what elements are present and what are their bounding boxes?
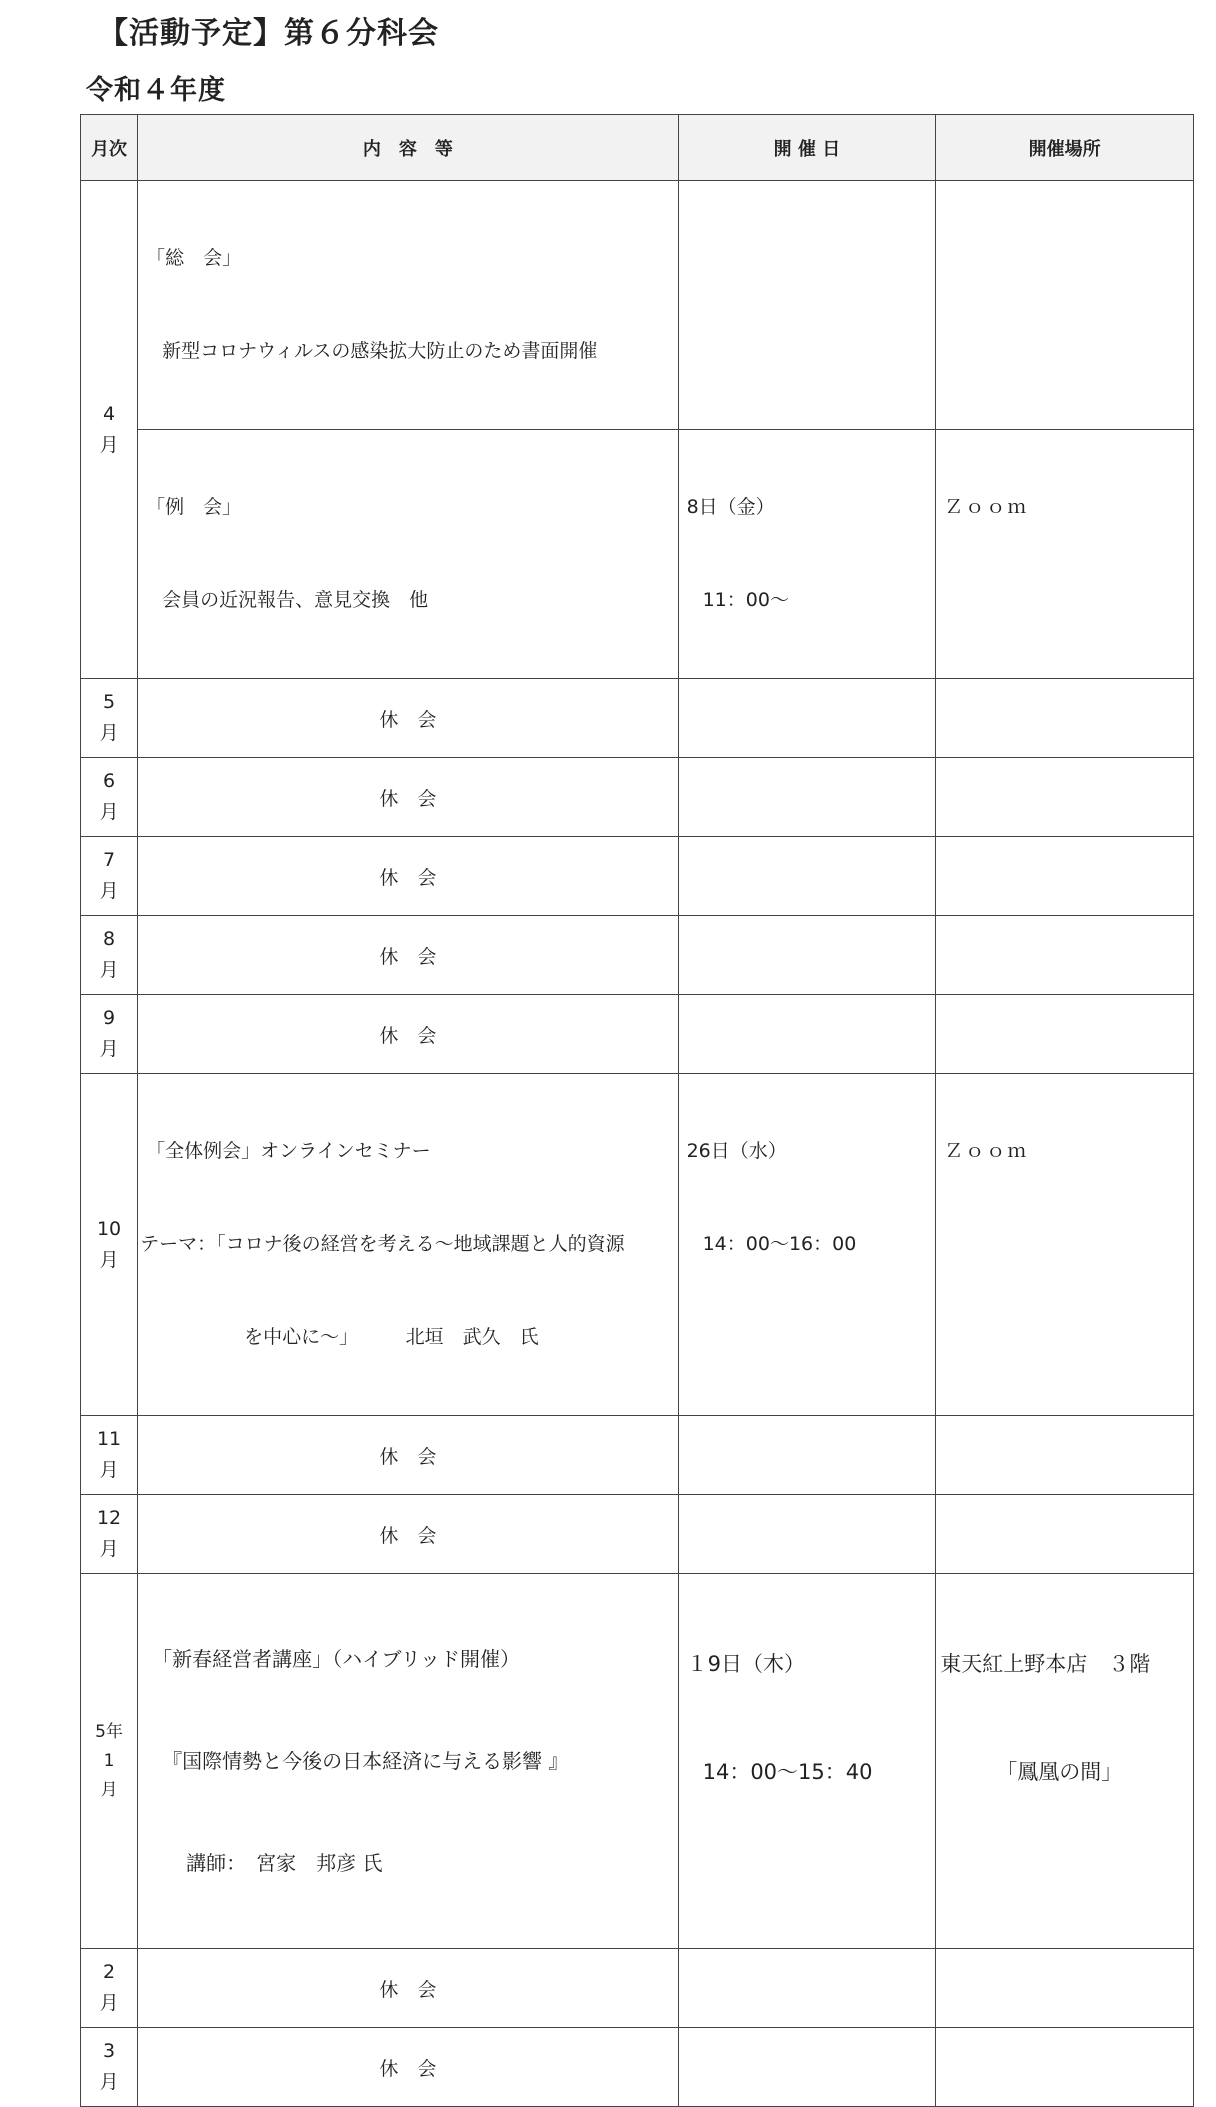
date-cell	[678, 1949, 936, 2028]
event-theme-cont: を中心に～」 北垣 武久 氏	[244, 1326, 539, 1348]
place-cell	[936, 1495, 1194, 1574]
month-unit: 月	[99, 1538, 119, 1560]
header-place: 開催場所	[936, 115, 1194, 181]
table-row-april-general	[81, 181, 1194, 430]
schedule-table	[80, 114, 1194, 2107]
month-cell-march	[81, 2028, 138, 2107]
event-theme: テーマ：「コロナ後の経営を考える～地域課題と人的資源	[140, 1233, 625, 1255]
header-date: 開 催 日	[678, 115, 936, 181]
time-text: 11：00～	[702, 589, 789, 611]
month-unit: 月	[99, 880, 119, 902]
month-cell-november	[81, 1416, 138, 1495]
month-number: 4	[103, 402, 116, 425]
date-cell	[678, 1574, 936, 1949]
month-unit: 月	[99, 1459, 119, 1481]
month-unit: 月	[99, 1038, 119, 1060]
date-text: １9日（木）	[686, 1652, 805, 1676]
table-row-october	[81, 1074, 1194, 1416]
rest-label: 休 会	[379, 1978, 437, 2001]
rest-label: 休 会	[379, 1445, 437, 1468]
meeting-title: 「例 会」	[146, 496, 242, 518]
content-cell	[138, 1495, 678, 1574]
month-cell-july	[81, 837, 138, 916]
fiscal-year: 令和４年度	[86, 75, 226, 106]
month-unit: 月	[100, 1779, 118, 1800]
table-row-june	[81, 758, 1194, 837]
month-cell-october	[81, 1074, 138, 1416]
content-cell	[138, 181, 678, 430]
month-number: 1	[103, 1750, 115, 1771]
content-cell	[138, 1574, 678, 1949]
month-number: 10	[96, 1217, 122, 1240]
date-cell	[678, 2028, 936, 2107]
month-cell-january	[81, 1574, 138, 1949]
rest-label: 休 会	[379, 945, 437, 968]
content-cell	[138, 758, 678, 837]
date-cell	[678, 758, 936, 837]
place-cell	[936, 679, 1194, 758]
date-text: 26日（水）	[686, 1140, 787, 1162]
month-number: 2	[103, 1961, 116, 1983]
month-unit: 月	[99, 801, 119, 823]
header-month: 月次	[81, 115, 138, 181]
month-number: 11	[96, 1428, 122, 1450]
rest-label: 休 会	[379, 787, 437, 810]
month-unit: 月	[99, 2071, 119, 2093]
table-row-may	[81, 679, 1194, 758]
place-text: Ｚｏｏｍ	[944, 1140, 1029, 1162]
place-cell	[936, 430, 1194, 679]
date-cell	[678, 430, 936, 679]
rest-label: 休 会	[379, 708, 437, 731]
place-cell	[936, 1416, 1194, 1495]
place-cell	[936, 1074, 1194, 1416]
table-row-january	[81, 1574, 1194, 1949]
rest-label: 休 会	[379, 2057, 437, 2080]
place-cell	[936, 1949, 1194, 2028]
month-number: 9	[103, 1007, 116, 1029]
content-cell	[138, 679, 678, 758]
date-cell	[678, 1074, 936, 1416]
date-text: 8日（金）	[686, 496, 775, 518]
month-unit: 月	[99, 1248, 119, 1271]
place-text: 東天紅上野本店 ３階	[940, 1652, 1151, 1676]
table-row-march	[81, 2028, 1194, 2107]
month-cell-september	[81, 995, 138, 1074]
month-cell-june	[81, 758, 138, 837]
month-unit: 月	[99, 959, 119, 981]
month-cell-april	[81, 181, 138, 679]
time-text: 14：00～16：00	[702, 1233, 857, 1255]
place-cell	[936, 2028, 1194, 2107]
date-cell	[678, 181, 936, 430]
month-number: 6	[103, 770, 116, 792]
month-cell-december	[81, 1495, 138, 1574]
header-content: 内 容 等	[138, 115, 678, 181]
event-lecturer: 講師： 宮家 邦彦 氏	[186, 1851, 383, 1875]
table-row-august	[81, 916, 1194, 995]
content-cell	[138, 1949, 678, 2028]
content-cell	[138, 837, 678, 916]
table-row-november	[81, 1416, 1194, 1495]
table-header-row	[81, 115, 1194, 181]
content-cell	[138, 1416, 678, 1495]
rest-label: 休 会	[379, 1524, 437, 1547]
month-cell-august	[81, 916, 138, 995]
content-cell	[138, 916, 678, 995]
document-title: 【活動予定】第６分科会	[98, 16, 439, 51]
content-cell	[138, 2028, 678, 2107]
place-cell	[936, 758, 1194, 837]
meeting-detail: 新型コロナウィルスの感染拡大防止のため書面開催	[162, 340, 598, 362]
event-title: 「新春経営者講座」（ハイブリッド開催）	[152, 1647, 520, 1671]
table-row-december	[81, 1495, 1194, 1574]
rest-label: 休 会	[379, 866, 437, 889]
month-cell-february	[81, 1949, 138, 2028]
place-cell	[936, 1574, 1194, 1949]
month-unit: 月	[99, 433, 119, 456]
month-number: 3	[103, 2040, 116, 2062]
date-cell	[678, 679, 936, 758]
table-row-july	[81, 837, 1194, 916]
month-number: 5	[103, 691, 116, 713]
month-number: 8	[103, 928, 116, 950]
meeting-title: 「総 会」	[146, 247, 242, 269]
table-row-september	[81, 995, 1194, 1074]
place-cell	[936, 916, 1194, 995]
month-number: 12	[96, 1507, 122, 1529]
date-cell	[678, 995, 936, 1074]
month-cell-may	[81, 679, 138, 758]
month-unit: 月	[99, 722, 119, 744]
date-cell	[678, 1416, 936, 1495]
content-cell	[138, 995, 678, 1074]
content-cell	[138, 430, 678, 679]
event-lecture-title: 『国際情勢と今後の日本経済に与える影響 』	[162, 1749, 569, 1773]
month-unit: 月	[99, 1992, 119, 2014]
table-row-february	[81, 1949, 1194, 2028]
date-cell	[678, 916, 936, 995]
month-number: 7	[103, 849, 116, 871]
year-label: 5年	[95, 1721, 123, 1742]
table-row-april-regular	[81, 430, 1194, 679]
event-title: 「全体例会」オンラインセミナー	[146, 1140, 431, 1162]
rest-label: 休 会	[379, 1024, 437, 1047]
meeting-detail: 会員の近況報告、意見交換 他	[162, 589, 429, 611]
place-cell	[936, 995, 1194, 1074]
place-text: Ｚｏｏｍ	[944, 496, 1029, 518]
place-cell	[936, 181, 1194, 430]
content-cell	[138, 1074, 678, 1416]
date-cell	[678, 837, 936, 916]
place-room: 「鳳凰の間」	[996, 1760, 1123, 1784]
place-cell	[936, 837, 1194, 916]
time-text: 14：00～15：40	[702, 1760, 873, 1784]
date-cell	[678, 1495, 936, 1574]
